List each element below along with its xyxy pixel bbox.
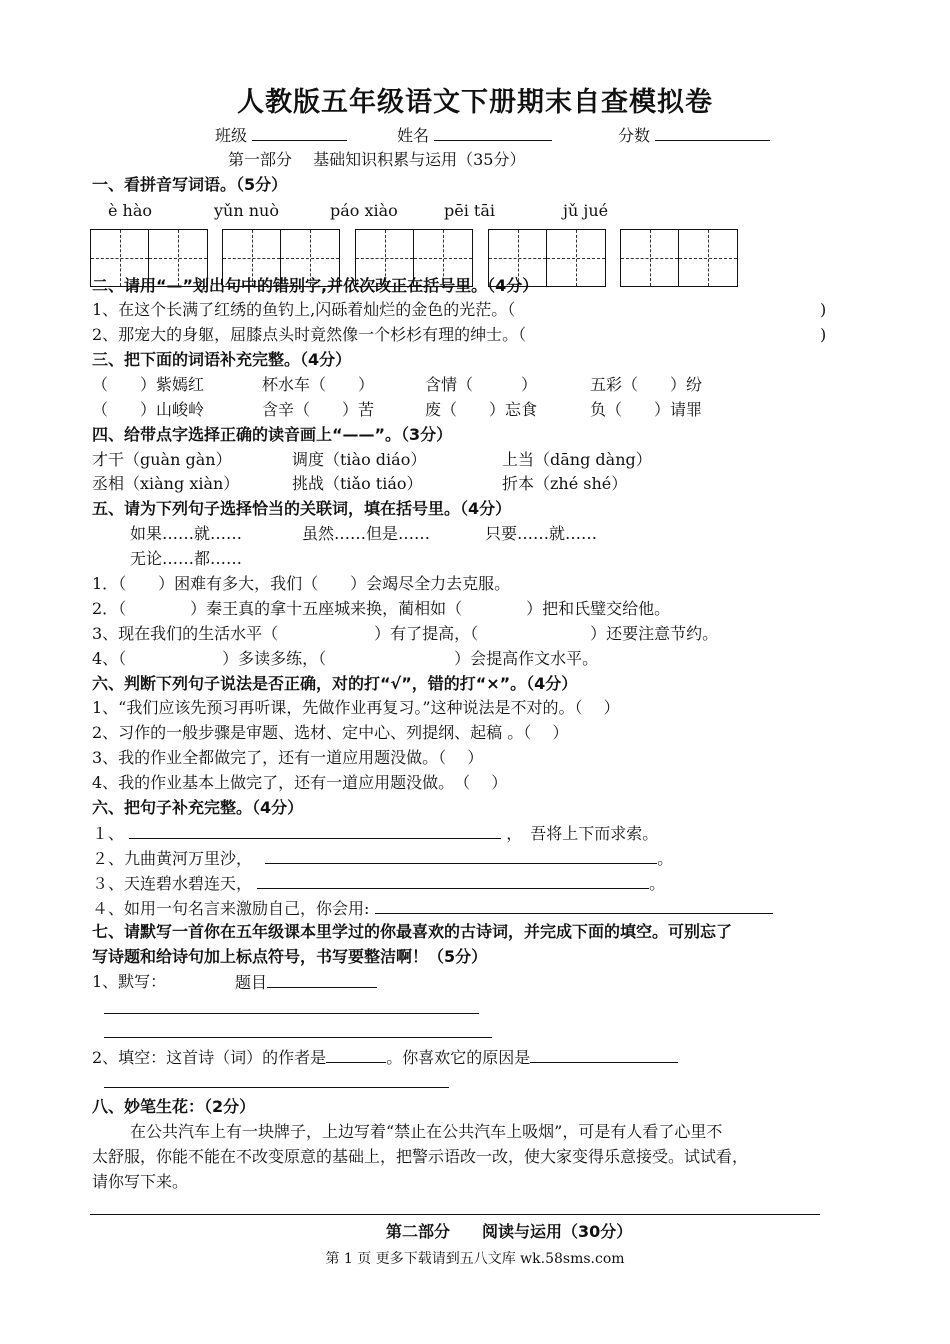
- s6-item-2: 2、习作的一般步骤是审题、选材、定中心、列提纲、起稿 。（ ）: [92, 723, 569, 742]
- s4-r2-3: 折本（zhé shé）: [502, 474, 628, 493]
- page-title: 人教版五年级语文下册期末自查模拟卷: [237, 87, 713, 118]
- s6b-blank-4[interactable]: [375, 897, 773, 914]
- writing-grid-5[interactable]: [620, 229, 738, 287]
- pinyin-5: jǔ jué: [563, 201, 609, 220]
- s7-fill-prefix: 2、填空：这首诗（词）的作者是: [92, 1048, 327, 1067]
- s4-r1-3: 上当（dāng dàng）: [502, 450, 652, 469]
- s4-r2-1: 丞相（xiàng xiàn）: [92, 474, 240, 493]
- s7-reason-blank[interactable]: [530, 1046, 678, 1063]
- s6b-item-3-text: ３、天连碧水碧连天，: [92, 874, 253, 893]
- answer-line[interactable]: [90, 1214, 820, 1215]
- s7-write-line-2[interactable]: [104, 1037, 492, 1038]
- s6-item-3: 3、我的作业全都做完了，还有一道应用题没做。（ ）: [92, 748, 484, 767]
- s6b-item-1-num: １、: [92, 824, 125, 843]
- s7-topic-label: 题目: [235, 973, 268, 992]
- s8-para-line2: 太舒服，你能不能在不改变原意的基础上，把警示语改一改，使大家变得乐意接受。试试看，: [92, 1147, 749, 1166]
- s3-r2-2: 含辛（ ）苦: [262, 400, 375, 419]
- section2-heading: 二、请用“—”划出句中的错别字,并依次改正在括号里。（4分）: [92, 276, 539, 295]
- score-label: 分数: [618, 126, 651, 145]
- s5-opt-4: 无论……都……: [130, 549, 243, 568]
- section5-heading: 五、请为下列句子选择恰当的关联词，填在括号里。（4分）: [92, 499, 512, 518]
- class-field: [215, 124, 347, 147]
- s2-item-1: 1、在这个长满了红绣的鱼钓上,闪砾着灿烂的金色的光茫。（: [92, 300, 516, 319]
- s2-item-2: 2、那宠大的身躯，屈膝点头时竟然像一个杉杉有理的绅士。（: [92, 325, 527, 344]
- page-footer: 第 1 页 更多下载请到五八文库 wk.58sms.com: [325, 1251, 625, 1267]
- s3-r1-4: 五彩（ ）纷: [590, 375, 703, 394]
- s5-opt-1: 如果……就……: [130, 524, 243, 543]
- s6-item-1: 1、“我们应该先预习再听课，先做作业再复习。”这种说法是不对的。（ ）: [92, 698, 620, 717]
- s6b-item-2-text: ２、九曲黄河万里沙，: [92, 849, 253, 868]
- grid-cell[interactable]: [679, 230, 737, 286]
- s5-item-4: 4、（ ）多读多练，（ ）会提高作文水平。: [92, 649, 599, 668]
- s2-item-1-close: ): [820, 300, 827, 319]
- s6b-item-1: [92, 822, 658, 845]
- s8-para-line3: 请你写下来。: [92, 1172, 189, 1191]
- s3-r2-3: 废（ ）忘食: [425, 400, 538, 419]
- s7-topic: [235, 971, 377, 994]
- s6b-item-2: [92, 847, 673, 870]
- pinyin-3: páo xiào: [330, 201, 398, 220]
- class-blank[interactable]: [252, 124, 347, 141]
- section3-heading: 三、把下面的词语补充完整。（4分）: [92, 350, 352, 369]
- name-label: 姓名: [397, 126, 430, 145]
- s6b-blank-3[interactable]: [257, 872, 649, 889]
- part2-heading: 第二部分 阅读与运用（30分）: [386, 1222, 633, 1241]
- s6b-item-4-text: ４、如用一句名言来激励自己，你会用:: [92, 899, 370, 918]
- name-blank[interactable]: [434, 124, 552, 141]
- section8-heading: 八、妙笔生花：（2分）: [92, 1097, 256, 1116]
- s6b-item-1-tail: ， 吾将上下而求索。: [506, 824, 659, 843]
- s4-r1-1: 才干（guàn gàn）: [92, 450, 232, 469]
- s2-item-2-close: ): [820, 325, 827, 344]
- s3-r1-1: （ ）紫嫣红: [92, 375, 205, 394]
- pinyin-2: yǔn nuò: [214, 201, 279, 220]
- s5-opt-2: 虽然……但是……: [302, 524, 431, 543]
- grid-cell[interactable]: [547, 230, 605, 286]
- s6b-blank-1[interactable]: [129, 822, 501, 839]
- part1-heading: 第一部分 基础知识积累与运用（35分）: [228, 150, 526, 169]
- s8-para-line1: 在公共汽车上有一块牌子，上边写着“禁止在公共汽车上吸烟”，可是有人看了心里不: [130, 1122, 723, 1141]
- class-label: 班级: [215, 126, 248, 145]
- score-field: [618, 124, 770, 147]
- s7-fill-mid: 。你喜欢它的原因是: [386, 1048, 531, 1067]
- s5-opt-3: 只要……就……: [485, 524, 598, 543]
- s5-item-3: 3、现在我们的生活水平（ ）有了提高，（ ）还要注意节约。: [92, 624, 719, 643]
- s4-r1-2: 调度（tiào diáo）: [292, 450, 427, 469]
- s7-write-label: 1、默写：: [92, 972, 167, 991]
- section1-heading: 一、看拼音写词语。（5分）: [92, 175, 288, 194]
- s5-item-2: 2．（ ）秦王真的拿十五座城来换，蔺相如（ ）把和氏璧交给他。: [92, 599, 671, 618]
- section4-heading: 四、给带点字选择正确的读音画上“——”。（3分）: [92, 425, 453, 444]
- s6b-end-3: 。: [649, 874, 666, 893]
- s7-write-line-1[interactable]: [104, 1013, 479, 1014]
- s6b-item-4: [92, 897, 773, 920]
- s7-fill: [92, 1046, 678, 1069]
- s6b-end-2: 。: [657, 849, 674, 868]
- s6b-blank-2[interactable]: [265, 847, 657, 864]
- s3-r1-2: 杯水车（ ）: [262, 375, 375, 394]
- name-field: [397, 124, 552, 147]
- section6-heading: 六、判断下列句子说法是否正确，对的打“√”，错的打“×”。（4分）: [92, 674, 578, 693]
- section7-heading-line2: 写诗题和给诗句加上标点符号，书写要整洁啊！（5分）: [92, 947, 488, 966]
- s7-topic-blank[interactable]: [267, 971, 377, 988]
- section7-heading-line1: 七、请默写一首你在五年级课本里学过的你最喜欢的古诗词，并完成下面的填空。可别忘了: [92, 922, 733, 941]
- section6b-heading: 六、把句子补充完整。（4分）: [92, 798, 304, 817]
- s6b-item-3: [92, 872, 665, 895]
- s3-r1-3: 含情（ ）: [425, 375, 538, 394]
- s5-item-1: 1．（ ）困难有多大，我们（ ）会竭尽全力去克服。: [92, 574, 511, 593]
- s6-item-4: 4、我的作业基本上做完了，还有一道应用题没做。 （ ）: [92, 773, 508, 792]
- grid-cell[interactable]: [621, 230, 679, 286]
- s7-reason-line[interactable]: [104, 1087, 449, 1088]
- s3-r2-1: （ ）山峻岭: [92, 400, 205, 419]
- s3-r2-4: 负（ ）请罪: [590, 400, 703, 419]
- pinyin-1: è hào: [108, 201, 153, 220]
- s4-r2-2: 挑战（tiǎo tiáo）: [292, 474, 423, 493]
- pinyin-4: pēi tāi: [444, 201, 495, 220]
- score-blank[interactable]: [655, 124, 770, 141]
- s7-author-blank[interactable]: [326, 1046, 386, 1063]
